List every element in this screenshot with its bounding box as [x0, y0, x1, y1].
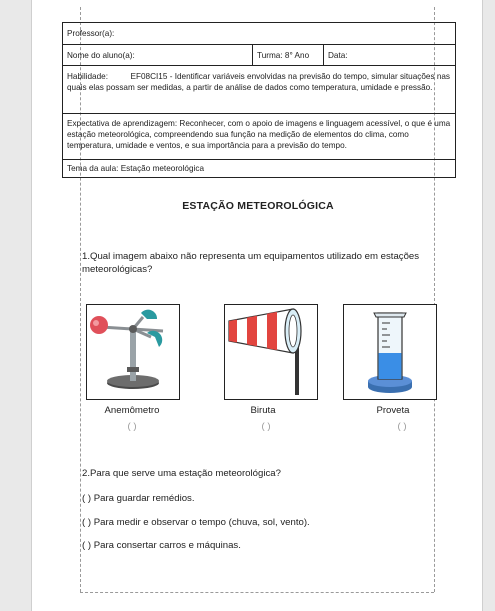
question-2-option-2[interactable]: ( ) Para medir e observar o tempo (chuva, sol, vento). — [82, 517, 310, 528]
theme-text: Tema da aula: Estação meteorológica — [67, 164, 204, 173]
class-cell — [253, 45, 324, 65]
question-1-text: 1.Qual imagem abaixo não representa um equipamentos utilizado em estações meteorológicas? — [82, 251, 420, 275]
question-2-text: 2.Para que serve uma estação meteorológica? — [82, 468, 281, 479]
student-name-cell — [63, 45, 253, 65]
windsock-icon — [225, 305, 317, 399]
class-label: Turma: 8° Ano — [257, 50, 310, 60]
windsock-image — [224, 304, 318, 400]
anemometer-image — [86, 304, 180, 400]
student-row — [63, 45, 455, 66]
header-table — [62, 22, 456, 178]
margin-guide-bottom — [80, 592, 434, 593]
skill-row — [63, 66, 455, 114]
theme-row — [63, 160, 455, 177]
graduated-cylinder-answer-box[interactable]: ( ) — [397, 421, 407, 432]
skill-text: - Identificar variáveis envolvidas na previsão do tempo, simular situações nas quais elas possam ser medidas, a partir de análise de dados como temperatura, umidade e pressão. — [67, 72, 451, 92]
graduated-cylinder-image — [343, 304, 437, 400]
date-cell — [324, 45, 455, 65]
page-title: ESTAÇÃO METEOROLÓGICA — [182, 200, 334, 212]
windsock-label: Biruta — [250, 405, 276, 416]
anemometer-answer-box[interactable]: ( ) — [127, 421, 137, 432]
professor-label: Professor(a): — [67, 29, 115, 38]
skill-label: Habilidade: — [67, 72, 108, 81]
windsock-answer-box[interactable]: ( ) — [261, 421, 271, 432]
skill-code: EF08CI15 — [130, 72, 168, 81]
graduated-cylinder-label: Proveta — [376, 405, 410, 416]
question-2-option-1[interactable]: ( ) Para guardar remédios. — [82, 493, 195, 504]
expectation-row — [63, 114, 455, 160]
graduated-cylinder-icon — [344, 305, 436, 399]
anemometer-label: Anemômetro — [104, 405, 160, 416]
student-name-label: Nome do aluno(a): — [67, 50, 135, 60]
anemometer-icon — [87, 305, 179, 399]
expectation-text: Expectativa de aprendizagem: Reconhecer, com o apoio de imagens e linguagem acessível, o que é uma estação meteorológica, compreendendo sua função na medição de elementos do clima, como temperatura, umidade e ventos, e sua importância para a previsão do tempo. — [67, 119, 451, 150]
question-2-option-3[interactable]: ( ) Para consertar carros e máquinas. — [82, 540, 241, 551]
date-label: Data: — [328, 50, 348, 60]
professor-row — [63, 23, 455, 45]
